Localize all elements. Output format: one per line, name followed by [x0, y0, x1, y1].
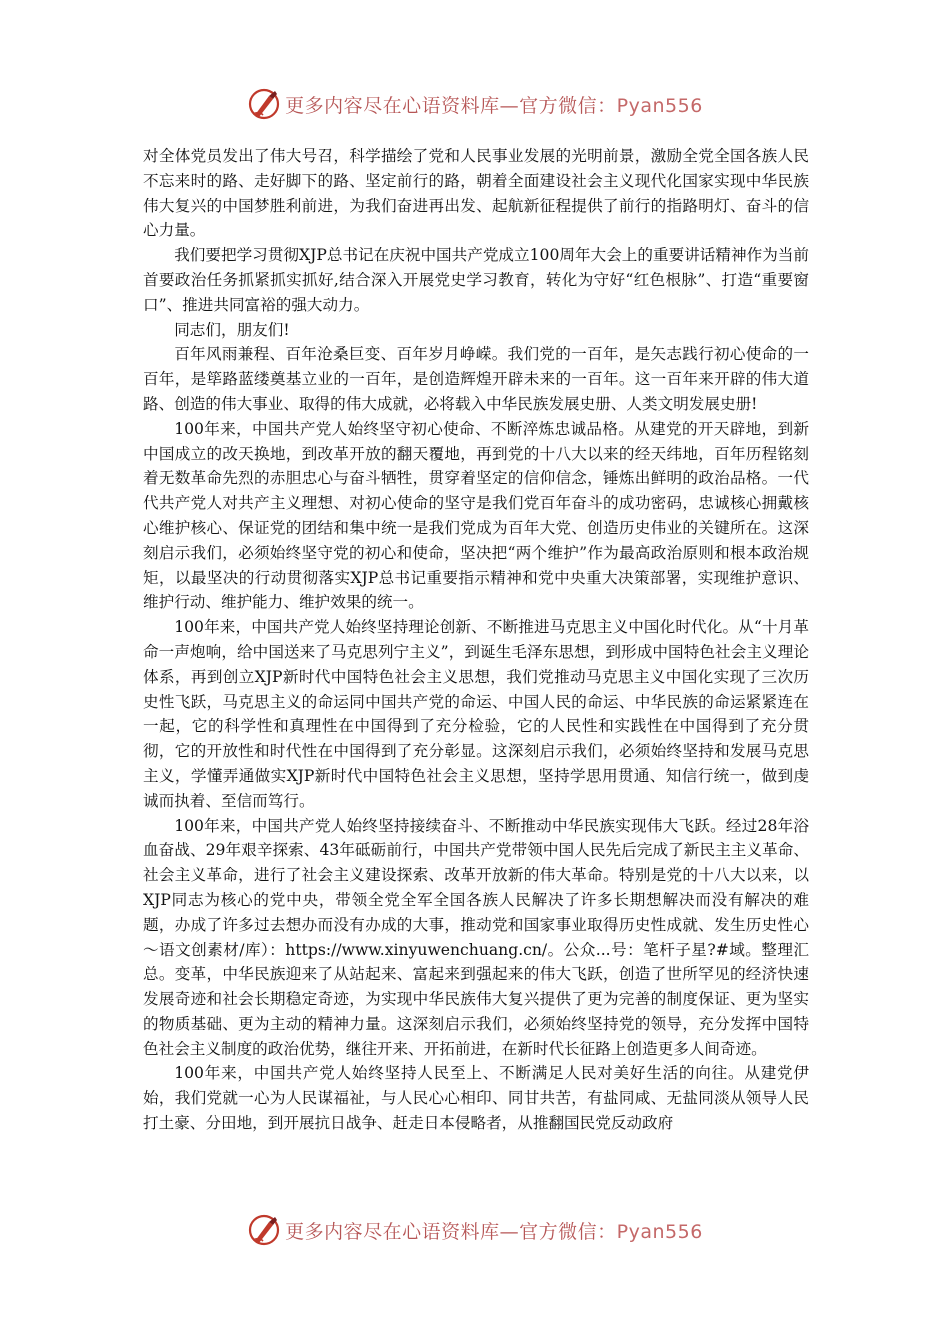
paragraph-2: 我们要把学习贯彻XJP总书记在庆祝中国共产党成立100周年大会上的重要讲话精神作为当前首要政治任务抓紧抓实抓好,结合深入开展党史学习教育，转化为守好“红色根脉”、打造“重要窗口”、推进共同富裕的强大动力。	[143, 246, 809, 314]
paragraph-5: 100年来，中国共产党人始终坚守初心使命、不断淬炼忠诚品格。从建党的开天辟地，到新中国成立的改天换地，到改革开放的翻天覆地，再到党的十八大以来的经天纬地，百年历程铭刻着无数革命先烈的赤胆忠心与奋斗牺牲，贯穿着坚定的信仰信念，锤炼出鲜明的政治品格。一代代共产党人对共产主义理想、对初心使命的坚守是我们党百年奋斗的成功密码，忠诚核心拥戴核心维护核心、保证党的团结和集中统一是我们党成为百年大党、创造历史伟业的关键所在。这深刻启示我们，必须始终坚守党的初心和使命，坚决把“两个维护”作为最高政治原则和根本政治规矩，以最坚决的行动贯彻落实XJP总书记重要指示精神和党中央重大决策部署，实现维护意识、维护行动、维护能力、维护效果的统一。	[143, 419, 809, 612]
footer-banner-text: 更多内容尽在心语资料库—官方微信：Pyan556	[285, 1220, 703, 1243]
document-body	[143, 144, 809, 1136]
header-banner-text: 更多内容尽在心语资料库—官方微信：Pyan556	[285, 94, 703, 117]
paragraph-1: 对全体党员发出了伟大号召，科学描绘了党和人民事业发展的光明前景，激励全党全国各族人民不忘来时的路、走好脚下的路、坚定前行的路，朝着全面建设社会主义现代化国家实现中华民族伟大复兴的中国梦胜利前进，为我们奋进再出发、起航新征程提供了前行的指路明灯、奋斗的信心力量。	[143, 147, 809, 240]
paragraph-8: 100年来，中国共产党人始终坚持人民至上、不断满足人民对美好生活的向往。从建党伊始，我们党就一心为人民谋福祉，与人民心心相印、同甘共苦，有盐同咸、无盐同淡从领导人民打土豪、分田地，到开展抗日战争、赶走日本侵略者，从推翻国民党反动政府	[143, 1064, 809, 1133]
paragraph-6: 100年来，中国共产党人始终坚持理论创新、不断推进马克思主义中国化时代化。从“十月革命一声炮响，给中国送来了马克思列宁主义”，到诞生毛泽东思想，到形成中国特色社会主义理论体系，再到创立XJP新时代中国特色社会主义思想，我们党推动马克思主义中国化实现了三次历史性飞跃，马克思主义的命运同中国共产党的命运、中国人民的命运、中华民族的命运紧紧连在一起，它的科学性和真理性在中国得到了充分检验，它的人民性和实践性在中国得到了充分贯彻，它的开放性和时代性在中国得到了充分彰显。这深刻启示我们，必须始终坚持和发展马克思主义，学懂弄通做实XJP新时代中国特色社会主义思想，坚持学思用贯通、知信行统一，做到虔诚而执着、至信而笃行。	[143, 618, 809, 810]
paragraph-3: 同志们，朋友们!	[174, 320, 290, 339]
paragraph-4: 百年风雨兼程、百年沧桑巨变、百年岁月峥嵘。我们党的一百年，是矢志践行初心使命的一百年，是筚路蓝缕奠基立业的一百年，是创造辉煌开辟未来的一百年。这一百年来开辟的伟大道路、创造的伟大事业、取得的伟大成就，必将载入中华民族发展史册、人类文明发展史册!	[143, 345, 809, 413]
footer-banner	[0, 1210, 950, 1250]
pen-logo-icon	[247, 1213, 281, 1247]
footer-wechat-id: Pyan556	[616, 1220, 703, 1243]
header-wechat-id: Pyan556	[616, 94, 703, 117]
pen-logo-icon	[247, 87, 281, 121]
header-banner	[0, 84, 950, 124]
paragraph-7: 100年来，中国共产党人始终坚持接续奋斗、不断推动中华民族实现伟大飞跃。经过28年浴血奋战、29年艰辛探索、43年砥砺前行，中国共产党带领中国人民先后完成了新民主主义革命、社会主义革命，进行了社会主义建设探索、改革开放新的伟大革命。特别是党的十八大以来，以XJP同志为核心的党中央，带领全党全军全国各族人民解决了许多长期想解决而没有解决的难题，办成了许多过去想办而没有办成的大事，推动党和国家事业取得历史性成就、发生历史性心～语文创素材/库）：https://www.xinyuwenchuang.cn/。公众...号：笔杆子星?#域。整理汇总。变革，中华民族迎来了从站起来、富起来到强起来的伟大飞跃，创造了世所罕见的经济快速发展奇迹和社会长期稳定奇迹，为实现中华民族伟大复兴提供了更为完善的制度保证、更为坚实的物质基础、更为主动的精神力量。这深刻启示我们，必须始终坚持党的领导，充分发挥中国特色社会主义制度的政治优势，继往开来、开拓前进，在新时代长征路上创造更多人间奇迹。	[143, 816, 809, 1058]
